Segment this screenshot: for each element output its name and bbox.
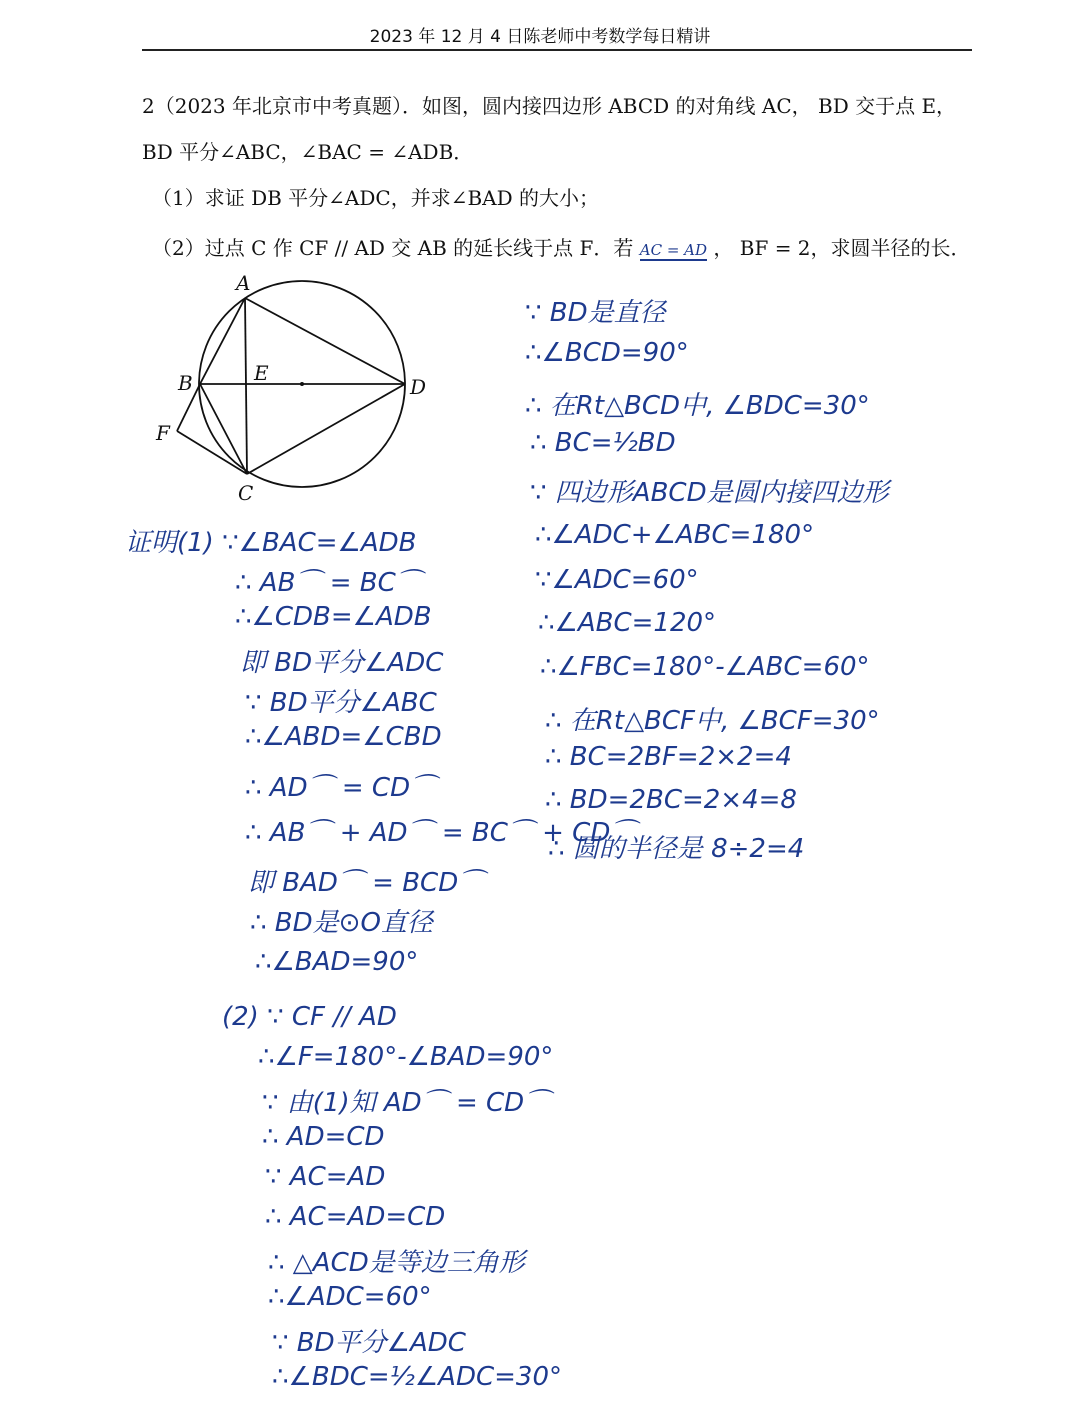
label-c: C [238, 481, 254, 505]
solution-right-line: ∴ BC=2BF=2×2=4 [545, 742, 792, 772]
solution-left-line: ∴∠CDB=∠ADB [235, 602, 432, 632]
problem-part-1: （1）求证 DB 平分∠ADC，并求∠BAD 的大小； [152, 186, 600, 210]
solution-left-line: 即 BD平分∠ADC [240, 648, 444, 678]
solution-right-line: ∴∠ABC=120° [538, 608, 717, 638]
solution-left-line: ∴∠ABD=∠CBD [245, 722, 442, 752]
solution-left-line: ∴ AC=AD=CD [265, 1202, 446, 1232]
solution-right-line: ∵ BD是直径 [525, 298, 666, 328]
header-divider [142, 49, 972, 51]
solution-right-line: ∴ 在Rt△BCF中, ∠BCF=30° [545, 706, 880, 736]
solution-left-line: ∴ AD=CD [262, 1122, 385, 1152]
label-b: B [178, 371, 193, 395]
handwritten-condition: AC = AD [639, 241, 708, 259]
solution-left-line: ∴∠BAD=90° [255, 947, 419, 977]
problem-part-2-text-a: （2）过点 C 作 CF // AD 交 AB 的延长线于点 F．若 [152, 236, 634, 260]
segment-ad [245, 298, 405, 384]
solution-left-line: ∴∠BDC=½∠ADC=30° [272, 1362, 562, 1392]
segment-ab [200, 298, 245, 384]
solution-right-line: ∴ BD=2BC=2×4=8 [545, 785, 797, 815]
page-header: 2023 年 12 月 4 日陈老师中考数学每日精讲 [369, 27, 711, 47]
solution-left-line: ∴ △ACD是等边三角形 [268, 1248, 525, 1278]
solution-left-line: ∴ AB⌒ = BC⌒ [235, 568, 422, 598]
solution-left-line: ∴∠ADC=60° [268, 1282, 432, 1312]
solution-left-line: ∵ AC=AD [265, 1162, 386, 1192]
diagonal-ac [245, 298, 247, 474]
solution-right-line: ∴ BC=½BD [530, 428, 676, 458]
solution-right-line: ∵∠ADC=60° [535, 565, 699, 595]
geometry-figure [150, 268, 440, 508]
solution-right-line: ∴∠FBC=180°-∠ABC=60° [540, 652, 870, 682]
label-f: F [156, 421, 170, 445]
center-point [300, 382, 304, 386]
solution-left-line: ∵ BD平分∠ADC [272, 1328, 466, 1358]
solution-left-line: ∴ BD是⊙O直径 [250, 908, 433, 938]
solution-right-line: ∴∠BCD=90° [525, 338, 689, 368]
problem-part-2-text-b: ， BF = 2，求圆半径的长． [713, 236, 971, 260]
solution-left-line: ∵ BD平分∠ABC [245, 688, 437, 718]
solution-left-line: (2) ∵ CF // AD [222, 1002, 397, 1032]
segment-cd [247, 384, 405, 474]
label-e: E [254, 361, 269, 385]
solution-right-line: ∴∠ADC+∠ABC=180° [535, 520, 815, 550]
label-a: A [236, 271, 251, 295]
solution-left-line: ∴ AB⌒ + AD⌒ = BC⌒ + CD⌒ [245, 818, 637, 848]
problem-statement-line-2: BD 平分∠ABC，∠BAC = ∠ADB． [142, 140, 474, 164]
problem-statement-line-1: 2（2023 年北京市中考真题）．如图，圆内接四边形 ABCD 的对角线 AC， BD 交于点 E， [142, 94, 957, 118]
solution-left-line: ∴∠F=180°-∠BAD=90° [258, 1042, 554, 1072]
solution-left-line: 即 BAD⌒ = BCD⌒ [248, 868, 485, 898]
solution-right-line: ∴ 圆的半径是 8÷2=4 [548, 834, 805, 864]
solution-right-line: ∴ 在Rt△BCD中, ∠BDC=30° [525, 391, 870, 421]
label-d: D [410, 375, 427, 399]
problem-part-2 [152, 232, 971, 261]
solution-right-line: ∵ 四边形ABCD是圆内接四边形 [530, 478, 889, 508]
solution-left-line: ∴ AD⌒ = CD⌒ [245, 773, 437, 803]
solution-left-line: 证明(1) ∵∠BAC=∠ADB [125, 528, 417, 558]
solution-left-line: ∵ 由(1)知 AD⌒ = CD⌒ [262, 1088, 551, 1118]
